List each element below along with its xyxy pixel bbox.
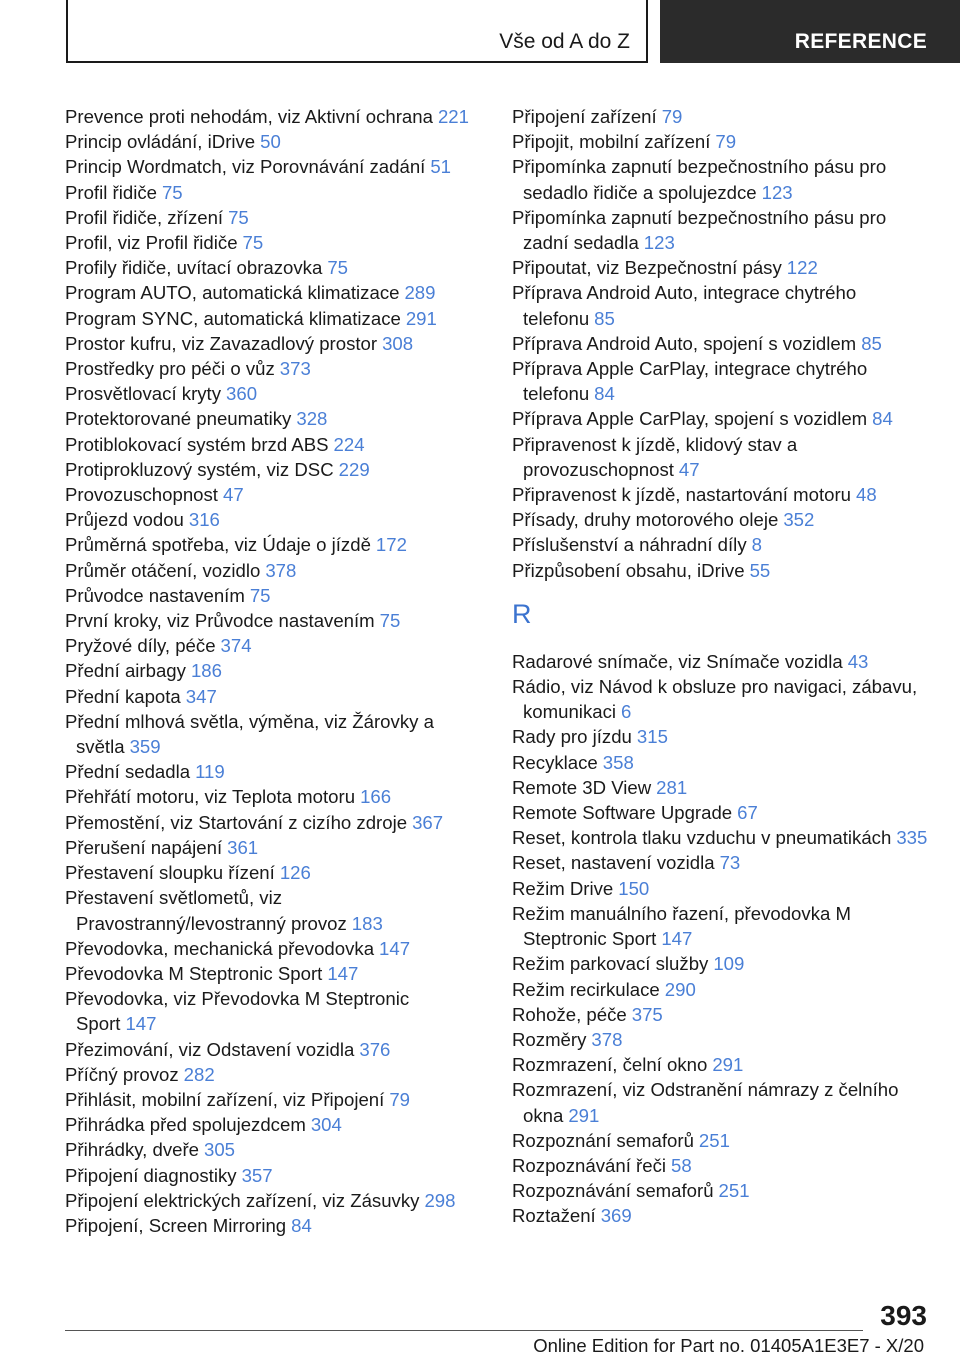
index-entry [65, 810, 485, 835]
index-entry [512, 1052, 932, 1077]
index-page-link[interactable]: 359 [129, 736, 161, 758]
index-entry-text: Přední airbagy [65, 660, 186, 682]
index-entry [65, 986, 485, 1036]
index-entry-text: Reset, nastavení vozidla [512, 852, 715, 874]
footer-divider [65, 1330, 863, 1331]
index-page-link[interactable]: 79 [389, 1088, 411, 1110]
index-entry-text: Program AUTO, automatická klimatizace [65, 282, 400, 304]
index-page-link[interactable]: 289 [404, 282, 436, 304]
index-entry-text: Příprava Android Auto, spojení s vozidlem [512, 332, 857, 354]
index-page-link[interactable]: 48 [855, 484, 877, 506]
index-page-link[interactable]: 119 [195, 761, 225, 783]
index-entry-text: Přední kapota [65, 685, 181, 707]
index-entry-text: Režim manuálního řazení, převodovka M Steptronic Sport [512, 902, 851, 950]
index-page-link[interactable]: 47 [678, 458, 700, 480]
index-entry [65, 230, 485, 255]
header-section-title: Vše od A do Z [499, 30, 630, 53]
index-page-link[interactable]: 251 [718, 1180, 750, 1202]
index-page-link[interactable]: 79 [661, 106, 683, 127]
index-page-link[interactable]: 75 [327, 257, 349, 279]
index-entry [512, 331, 932, 356]
index-page-link[interactable]: 186 [190, 660, 222, 682]
index-entry [512, 532, 932, 557]
index-entry [65, 1037, 485, 1062]
index-entry [65, 608, 485, 633]
index-page-link[interactable]: 43 [847, 650, 869, 672]
index-entry [65, 532, 485, 557]
index-entry-text: Přestavení světlometů, viz Pravostranný/levostranný provoz [65, 887, 347, 934]
index-entry-text: Rady pro jízdu [512, 726, 632, 748]
index-page-link[interactable]: 50 [260, 131, 281, 153]
index-entry-text: Rádio, viz Návod k obsluze pro navigaci, zábavu, komunikaci [512, 676, 918, 723]
index-entry-text: Rozmrazení, čelní okno [512, 1054, 708, 1076]
index-entry [512, 507, 932, 532]
index-page-link[interactable]: 55 [749, 559, 771, 581]
index-page-link[interactable]: 378 [591, 1028, 623, 1050]
footer-edition-text: Online Edition for Part no. 01405A1E3E7 - X/20 [533, 1335, 924, 1356]
index-page-link[interactable]: 224 [333, 433, 365, 455]
index-page-link[interactable]: 126 [279, 862, 311, 884]
index-group-before [512, 104, 932, 583]
index-page-link[interactable]: 85 [861, 332, 882, 354]
index-page-link[interactable]: 84 [872, 408, 893, 430]
index-page-link[interactable]: 79 [715, 131, 737, 153]
index-entry-text: Roztažení [512, 1205, 596, 1227]
index-page-link[interactable]: 308 [382, 332, 414, 354]
index-entry-text: Protiblokovací systém brzd ABS [65, 433, 329, 455]
index-page-link[interactable]: 282 [183, 1063, 215, 1085]
index-entry-text: Provozuschopnost [65, 484, 218, 506]
index-entry [512, 104, 932, 129]
index-entry [512, 649, 932, 674]
index-entry-text: Profil řidiče, zřízení [65, 206, 224, 228]
index-page-link[interactable]: 358 [602, 751, 634, 773]
index-entry-text: Princip Wordmatch, viz Porovnávání zadání [65, 156, 426, 178]
index-page-link[interactable]: 58 [671, 1154, 692, 1176]
index-page-link[interactable]: 361 [227, 836, 259, 858]
index-page-link[interactable]: 75 [379, 610, 401, 632]
index-entry-text: Režim parkovací služby [512, 953, 709, 975]
index-entry-text: Protiprokluzový systém, viz DSC [65, 458, 334, 480]
index-entry [65, 633, 485, 658]
index-page-link[interactable]: 166 [360, 786, 392, 808]
index-entry [512, 1077, 932, 1127]
index-entry-text: Rozpoznání semaforů [512, 1129, 694, 1151]
index-page-link[interactable]: 357 [241, 1164, 273, 1186]
index-entry [65, 280, 485, 305]
index-entry [512, 1027, 932, 1052]
index-entry [512, 1128, 932, 1153]
index-entry [512, 1002, 932, 1027]
index-entry-text: Přední mlhová světla, výměna, viz Žárovky a světla [65, 710, 434, 758]
index-entry [65, 432, 485, 457]
index-entry-text: Přihrádky, dveře [65, 1139, 199, 1161]
index-page-link[interactable]: 251 [698, 1129, 730, 1151]
index-entry-text: Průměr otáčení, vozidlo [65, 559, 261, 581]
index-entry-text: Rozpoznávání semaforů [512, 1180, 714, 1202]
index-page-link[interactable]: 75 [161, 181, 183, 203]
index-page-link[interactable]: 352 [783, 509, 815, 531]
index-entry [65, 306, 485, 331]
index-entry [512, 825, 932, 850]
index-entry [65, 255, 485, 280]
index-entry [65, 1112, 485, 1137]
index-page-link[interactable]: 315 [636, 726, 668, 748]
index-entry [65, 1087, 485, 1112]
index-entry-text: Přizpůsobení obsahu, iDrive [512, 559, 745, 581]
index-entry [65, 558, 485, 583]
index-entry-text: Recyklace [512, 751, 598, 773]
index-entry-text: Příčný provoz [65, 1063, 179, 1085]
index-entry-text: Rohože, péče [512, 1003, 627, 1025]
index-entry-text: Příslušenství a náhradní díly [512, 534, 747, 556]
index-entry-text: Přehřátí motoru, viz Teplota motoru [65, 786, 356, 808]
index-page-link[interactable]: 367 [412, 811, 444, 833]
index-entry-text: Průvodce nastavením [65, 584, 245, 606]
index-entry-text: Připomínka zapnutí bezpečnostního pásu pro zadní sedadla [512, 206, 887, 254]
index-entry [65, 356, 485, 381]
index-entry [65, 936, 485, 961]
index-entry [65, 885, 485, 935]
index-page-link[interactable]: 376 [359, 1038, 391, 1060]
header-tab-label: REFERENCE [794, 30, 927, 53]
index-page-link[interactable]: 369 [600, 1205, 632, 1227]
index-page-link[interactable]: 75 [228, 206, 249, 228]
index-entry [65, 1137, 485, 1162]
index-page-link[interactable]: 304 [310, 1114, 342, 1136]
index-entry-text: Přerušení napájení [65, 836, 223, 858]
index-entry [65, 759, 485, 784]
index-page-link[interactable]: 75 [249, 584, 271, 606]
index-entry [512, 775, 932, 800]
index-entry-text: Příprava Android Auto, integrace chytrého telefonu [512, 282, 857, 329]
index-entry [65, 205, 485, 230]
index-entry [512, 280, 932, 330]
index-page-link[interactable]: 291 [405, 307, 437, 329]
index-page-link[interactable]: 373 [279, 358, 311, 380]
index-page-link[interactable]: 375 [631, 1003, 663, 1025]
index-entry [512, 977, 932, 1002]
index-entry-text: Prevence proti nehodám, viz Aktivní ochrana [65, 106, 433, 127]
index-page-link[interactable]: 360 [226, 383, 258, 405]
index-entry-text: Připojení elektrických zařízení, viz Zásuvky [65, 1189, 420, 1211]
index-page-link[interactable]: 147 [125, 1013, 157, 1035]
index-page-link[interactable]: 75 [242, 232, 264, 254]
index-entry [512, 482, 932, 507]
index-entry [65, 154, 485, 179]
index-page-link[interactable]: 84 [291, 1214, 312, 1236]
index-entry [512, 850, 932, 875]
index-entry-text: Princip ovládání, iDrive [65, 131, 256, 153]
index-entry [512, 1203, 932, 1228]
index-entry-text: Převodovka, viz Převodovka M Steptronic Sport [65, 988, 410, 1035]
index-entry-text: Přední sedadla [65, 761, 191, 783]
index-column-left [65, 104, 485, 1238]
index-entry-text: První kroky, viz Průvodce nastavením [65, 610, 375, 632]
index-entry-text: Převodovka, mechanická převodovka [65, 937, 375, 959]
index-page-link[interactable]: 147 [327, 962, 359, 984]
index-entry [512, 951, 932, 976]
index-page-link[interactable]: 6 [621, 701, 632, 723]
index-page-link[interactable]: 291 [712, 1054, 744, 1076]
index-page-link[interactable]: 147 [379, 937, 411, 959]
index-entry-text: Protektorované pneumatiky [65, 408, 292, 430]
index-entry [512, 1153, 932, 1178]
index-entry [65, 658, 485, 683]
index-entry-text: Převodovka M Steptronic Sport [65, 962, 323, 984]
index-entry-text: Připojení diagnostiky [65, 1164, 237, 1186]
page-number: 393 [880, 1300, 927, 1331]
index-entry [512, 154, 932, 204]
index-entry-text: Připravenost k jízdě, nastartování motoru [512, 484, 851, 506]
index-entry [512, 205, 932, 255]
index-entry [512, 406, 932, 431]
index-entry-text: Připomínka zapnutí bezpečnostního pásu pro sedadlo řidiče a spolujezdce [512, 156, 887, 203]
index-page-link[interactable]: 123 [643, 232, 675, 254]
index-page-link[interactable]: 85 [594, 307, 615, 329]
index-page-link[interactable]: 73 [719, 852, 741, 874]
index-entry [65, 482, 485, 507]
index-entry [65, 180, 485, 205]
index-page-link[interactable]: 47 [222, 484, 244, 506]
index-page-link[interactable]: 8 [751, 534, 762, 556]
index-entry [65, 457, 485, 482]
index-entry [65, 961, 485, 986]
index-entry-text: Přihlásit, mobilní zařízení, viz Připojení [65, 1088, 385, 1110]
index-entry-text: Připravenost k jízdě, klidový stav a provozuschopnost [512, 433, 798, 480]
index-entry-text: Přísady, druhy motorového oleje [512, 509, 779, 531]
index-entry-text: Režim recirkulace [512, 978, 660, 1000]
index-page-link[interactable]: 109 [713, 953, 745, 975]
index-entry [65, 583, 485, 608]
index-entry [65, 709, 485, 759]
index-entry-text: Příprava Apple CarPlay, integrace chytrého telefonu [512, 358, 868, 405]
index-entry-text: Rozmrazení, viz Odstranění námrazy z čelního okna [512, 1079, 899, 1126]
index-entry-text: Přezimování, viz Odstavení vozidla [65, 1038, 355, 1060]
header-reference-tab[interactable] [660, 0, 960, 63]
index-entry [65, 1163, 485, 1188]
index-entry [65, 104, 485, 129]
index-page-link[interactable]: 84 [594, 383, 615, 405]
index-entry-text: Prostředky pro péči o vůz [65, 358, 275, 380]
index-entry-text: Profil, viz Profil řidiče [65, 232, 238, 254]
index-entry-text: Připoutat, viz Bezpečnostní pásy [512, 257, 782, 279]
index-entry [65, 406, 485, 431]
index-page-link[interactable]: 67 [737, 802, 758, 824]
index-entry-text: Přestavení sloupku řízení [65, 862, 275, 884]
index-entry-text: Rozměry [512, 1028, 587, 1050]
index-page-link[interactable]: 305 [204, 1139, 236, 1161]
index-entry [65, 684, 485, 709]
index-entry [512, 558, 932, 583]
index-entry-text: Remote Software Upgrade [512, 802, 733, 824]
index-entry [65, 1188, 485, 1213]
index-entry [512, 432, 932, 482]
index-entry [512, 876, 932, 901]
index-page-link[interactable]: 347 [185, 685, 217, 707]
index-page-link[interactable]: 123 [761, 181, 793, 203]
index-page-link[interactable]: 147 [661, 928, 693, 950]
index-entry-text: Reset, kontrola tlaku vzduchu v pneumatikách [512, 827, 892, 849]
index-entry [65, 784, 485, 809]
index-entry [512, 129, 932, 154]
index-entry [512, 800, 932, 825]
index-page-link[interactable]: 51 [430, 156, 452, 178]
index-entry-text: Remote 3D View [512, 776, 652, 798]
index-page-link[interactable]: 183 [351, 912, 383, 934]
index-entry [512, 356, 932, 406]
index-page-link[interactable]: 172 [375, 534, 407, 556]
index-entry-text: Profil řidiče [65, 181, 157, 203]
index-entry [512, 724, 932, 749]
index-page-link[interactable]: 290 [664, 978, 696, 1000]
index-group-after [512, 649, 932, 1229]
index-entry-text: Průměrná spotřeba, viz Údaje o jízdě [65, 534, 371, 556]
index-entry-text: Přihrádka před spolujezdcem [65, 1114, 306, 1136]
index-entry-text: Rozpoznávání řeči [512, 1154, 666, 1176]
index-page-link[interactable]: 281 [656, 776, 688, 798]
section-letter-heading: R [512, 598, 532, 629]
index-entry [65, 381, 485, 406]
index-page-link[interactable]: 221 [437, 106, 469, 127]
header-section-box [66, 0, 648, 63]
index-entry-text: Průjezd vodou [65, 509, 184, 531]
index-page-link[interactable]: 291 [568, 1104, 600, 1126]
index-entry [512, 1178, 932, 1203]
index-page-link[interactable]: 150 [618, 877, 650, 899]
index-entry-text: Radarové snímače, viz Snímače vozidla [512, 650, 843, 672]
index-page-link[interactable]: 229 [338, 458, 370, 480]
index-entry [65, 507, 485, 532]
index-entry-text: Přemostění, viz Startování z cizího zdroje [65, 811, 408, 833]
index-entry-text: Pryžové díly, péče [65, 635, 216, 657]
index-page-link[interactable]: 298 [424, 1189, 456, 1211]
index-entry [65, 835, 485, 860]
index-entry-text: Prostor kufru, viz Zavazadlový prostor [65, 332, 378, 354]
index-entry [512, 901, 932, 951]
index-entry [65, 331, 485, 356]
index-entry [512, 255, 932, 280]
index-entry-text: Připojení, Screen Mirroring [65, 1214, 287, 1236]
index-page-link[interactable]: 122 [786, 257, 818, 279]
index-entry-text: Program SYNC, automatická klimatizace [65, 307, 401, 329]
index-entry [65, 860, 485, 885]
index-page-link[interactable]: 378 [265, 559, 297, 581]
index-entry [65, 1213, 485, 1238]
index-entry [512, 674, 932, 724]
index-entry-text: Připojení zařízení [512, 106, 657, 127]
index-page-link[interactable]: 328 [296, 408, 328, 430]
index-page-link[interactable]: 335 [896, 827, 928, 849]
index-page-link[interactable]: 316 [188, 509, 220, 531]
index-entry-text: Příprava Apple CarPlay, spojení s vozidlem [512, 408, 868, 430]
index-entry-text: Připojit, mobilní zařízení [512, 131, 711, 153]
index-entry-text: Režim Drive [512, 877, 614, 899]
index-column-right [512, 104, 932, 1229]
index-entry [65, 1062, 485, 1087]
index-entry [65, 129, 485, 154]
index-page-link[interactable]: 374 [220, 635, 252, 657]
index-entry-text: Prosvětlovací kryty [65, 383, 222, 405]
index-entry-text: Profily řidiče, uvítací obrazovka [65, 257, 323, 279]
index-entry [512, 750, 932, 775]
